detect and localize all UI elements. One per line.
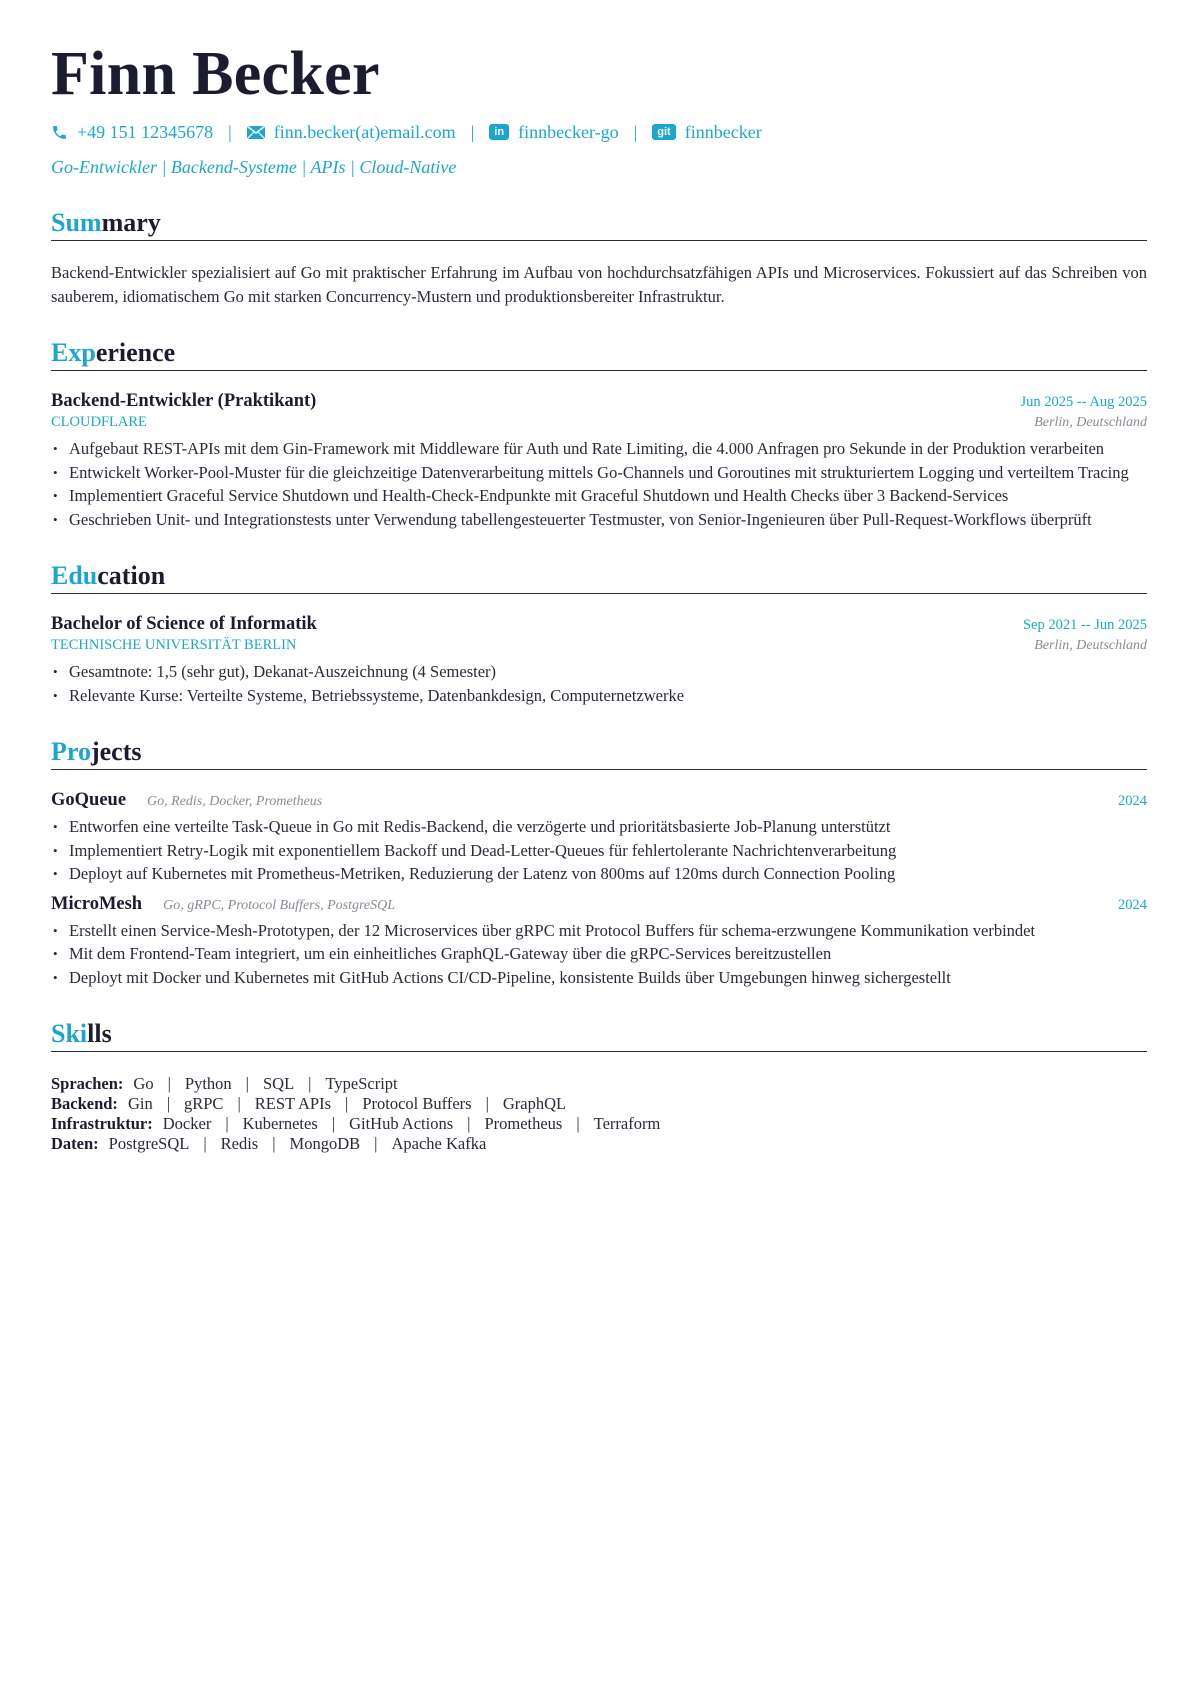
skill-item: GitHub Actions bbox=[349, 1114, 454, 1133]
project-tech: Go, gRPC, Protocol Buffers, PostgreSQL bbox=[163, 897, 396, 913]
list-item: • Entwickelt Worker-Pool-Muster für die gleichzeitige Datenverarbeitung mittels Go-Channels und Goroutines mit strukturiertem Logging und verteiltem Tracing bbox=[51, 461, 1147, 485]
section-divider bbox=[51, 1051, 1147, 1052]
skill-separator: | bbox=[331, 1114, 336, 1133]
job-dates: Jun 2025 -- Aug 2025 bbox=[1020, 394, 1147, 410]
skill-category: Backend: bbox=[51, 1094, 118, 1113]
project-entry bbox=[51, 790, 1147, 886]
github-icon: git bbox=[652, 124, 675, 140]
github-handle: finnbecker bbox=[684, 121, 762, 142]
skill-item: Python bbox=[184, 1074, 232, 1093]
project-year: 2024 bbox=[1118, 793, 1147, 809]
skill-item: Docker bbox=[162, 1114, 212, 1133]
email-address: finn.becker(at)email.com bbox=[273, 121, 456, 142]
skill-separator: | bbox=[167, 1074, 171, 1093]
contact-separator: | bbox=[228, 121, 232, 142]
skill-item: Gin bbox=[127, 1094, 153, 1113]
skill-item: Terraform bbox=[593, 1114, 661, 1133]
linkedin-contact[interactable] bbox=[489, 122, 618, 143]
tagline: Go-Entwickler | Backend-Systeme | APIs | Cloud-Native bbox=[51, 157, 457, 177]
first-name: Finn bbox=[51, 40, 177, 108]
job-title: Backend-Entwickler (Praktikant) bbox=[51, 391, 317, 411]
skill-item: Kubernetes bbox=[242, 1114, 318, 1133]
experience-section bbox=[51, 338, 1147, 531]
skill-item: SQL bbox=[262, 1074, 295, 1093]
mail-icon bbox=[247, 126, 265, 139]
skill-separator: | bbox=[467, 1114, 471, 1133]
section-divider bbox=[51, 769, 1147, 770]
list-item: • Implementiert Graceful Service Shutdown und Health-Check-Endpunkte mit Graceful Shutdown und Health Checks über 3 Backend-Services bbox=[51, 484, 1147, 508]
list-item: • Geschrieben Unit- und Integrationstests unter Verwendung tabellengesteuerter Testmuster, von Senior-Ingenieuren über Pull-Request-Workflows überprüft bbox=[51, 508, 1147, 532]
section-title: Skills bbox=[51, 1019, 112, 1048]
skill-separator: | bbox=[203, 1134, 207, 1153]
project-bullets bbox=[51, 815, 1147, 886]
project-year: 2024 bbox=[1118, 896, 1147, 913]
list-item: • Mit dem Frontend-Team integriert, um ein einheitliches GraphQL-Gateway über die gRPC-Services bereitzustellen bbox=[51, 942, 1147, 966]
section-title: Education bbox=[51, 561, 166, 590]
list-item: • Gesamtnote: 1,5 (sehr gut), Dekanat-Auszeichnung (4 Semester) bbox=[51, 660, 1147, 684]
list-item: • Deployt mit Docker und Kubernetes mit GitHub Actions CI/CD-Pipeline, konsistente Builds über Umgebungen hinweg sichergestellt bbox=[51, 966, 1147, 990]
education-entry bbox=[51, 614, 1147, 707]
email-contact[interactable] bbox=[247, 122, 456, 143]
project-bullets bbox=[51, 919, 1147, 990]
skill-item: Prometheus bbox=[484, 1114, 563, 1133]
skill-item: Go bbox=[133, 1074, 154, 1093]
skill-item: Apache Kafka bbox=[391, 1134, 487, 1153]
list-item: • Entworfen eine verteilte Task-Queue in Go mit Redis-Backend, die verzögerte und prioritätsbasierte Job-Planung unterstützt bbox=[51, 815, 1147, 839]
project-name: GoQueue bbox=[51, 790, 127, 810]
skills-section bbox=[51, 1019, 1147, 1154]
university-name: TECHNISCHE UNIVERSITÄT BERLIN bbox=[51, 637, 297, 653]
list-item: • Erstellt einen Service-Mesh-Prototypen, der 12 Microservices über gRPC mit Protocol Buffers für schema-erzwungene Kommunikation verbindet bbox=[51, 919, 1147, 943]
skill-separator: | bbox=[166, 1094, 170, 1113]
education-dates: Sep 2021 -- Jun 2025 bbox=[1022, 617, 1147, 633]
company-name: CLOUDFLARE bbox=[51, 414, 147, 430]
skill-item: gRPC bbox=[184, 1094, 224, 1113]
skill-category: Infrastruktur: bbox=[51, 1114, 153, 1133]
contact-separator: | bbox=[633, 121, 638, 142]
project-tech: Go, Redis, Docker, Prometheus bbox=[147, 794, 323, 809]
list-item: • Implementiert Retry-Logik mit exponentiellem Backoff und Dead-Letter-Queues für fehlertolerante Nachrichtenverarbeitung bbox=[51, 839, 1147, 863]
project-name: MicroMesh bbox=[51, 893, 143, 914]
skill-item: REST APIs bbox=[254, 1094, 332, 1113]
linkedin-icon: in bbox=[489, 124, 509, 140]
phone-contact[interactable] bbox=[51, 122, 213, 143]
summary-section bbox=[51, 208, 1147, 308]
phone-icon bbox=[51, 124, 68, 141]
summary-text: Backend-Entwickler spezialisiert auf Go mit praktischer Erfahrung im Aufbau von hochdurchsatzfähigen APIs und Microservices. Fokussiert auf das Schreiben von sauberem, idiomatischem Go mit starken Concurrency-Mustern und produktionsbereiter Infrastruktur. bbox=[51, 263, 1147, 306]
skill-separator: | bbox=[237, 1094, 241, 1113]
experience-entry bbox=[51, 391, 1147, 531]
skill-row bbox=[51, 1134, 1147, 1154]
skill-separator: | bbox=[272, 1134, 276, 1153]
education-location: Berlin, Deutschland bbox=[1034, 638, 1147, 653]
skill-item: GraphQL bbox=[502, 1094, 567, 1113]
skill-separator: | bbox=[225, 1114, 229, 1133]
skill-row bbox=[51, 1114, 1147, 1134]
list-item: • Aufgebaut REST-APIs mit dem Gin-Framework mit Middleware für Auth und Rate Limiting, die 4.000 Anfragen pro Sekunde in der Produktion verarbeiten bbox=[51, 437, 1147, 461]
last-name: Becker bbox=[192, 40, 380, 108]
project-entry bbox=[51, 894, 1147, 990]
list-item: • Relevante Kurse: Verteilte Systeme, Betriebssysteme, Datenbankdesign, Computernetzwerke bbox=[51, 684, 1147, 708]
section-divider bbox=[51, 240, 1147, 241]
section-title: Experience bbox=[51, 338, 176, 367]
candidate-name bbox=[51, 38, 1147, 110]
skill-separator: | bbox=[374, 1134, 378, 1153]
section-title: Projects bbox=[51, 737, 142, 766]
education-bullets bbox=[51, 660, 1147, 707]
skill-item: Protocol Buffers bbox=[362, 1094, 472, 1113]
section-divider bbox=[51, 370, 1147, 371]
skill-separator: | bbox=[576, 1114, 580, 1133]
contact-bar bbox=[51, 120, 1147, 144]
skill-category: Sprachen: bbox=[51, 1074, 124, 1093]
skill-item: PostgreSQL bbox=[108, 1134, 190, 1153]
skill-item: Redis bbox=[220, 1134, 259, 1153]
skill-item: MongoDB bbox=[289, 1134, 361, 1153]
job-location: Berlin, Deutschland bbox=[1034, 415, 1147, 430]
section-title: Summary bbox=[51, 208, 161, 237]
skill-item: TypeScript bbox=[325, 1074, 398, 1093]
education-section bbox=[51, 561, 1147, 707]
phone-number: +49 151 12345678 bbox=[77, 121, 214, 142]
experience-bullets bbox=[51, 437, 1147, 531]
contact-separator: | bbox=[470, 121, 475, 142]
skill-separator: | bbox=[245, 1074, 249, 1093]
skills-list bbox=[51, 1074, 1147, 1154]
skill-separator: | bbox=[345, 1094, 349, 1113]
skill-row bbox=[51, 1094, 1147, 1114]
skill-row bbox=[51, 1074, 1147, 1094]
projects-section bbox=[51, 737, 1147, 989]
skill-category: Daten: bbox=[51, 1134, 99, 1153]
skill-separator: | bbox=[308, 1074, 312, 1093]
degree-title: Bachelor of Science of Informatik bbox=[51, 614, 317, 634]
linkedin-handle: finnbecker-go bbox=[518, 121, 619, 142]
section-divider bbox=[51, 593, 1147, 594]
skill-separator: | bbox=[485, 1094, 489, 1113]
list-item: • Deployt auf Kubernetes mit Prometheus-Metriken, Reduzierung der Latenz von 800ms auf 120ms durch Connection Pooling bbox=[51, 862, 1147, 886]
github-contact[interactable] bbox=[652, 122, 761, 143]
